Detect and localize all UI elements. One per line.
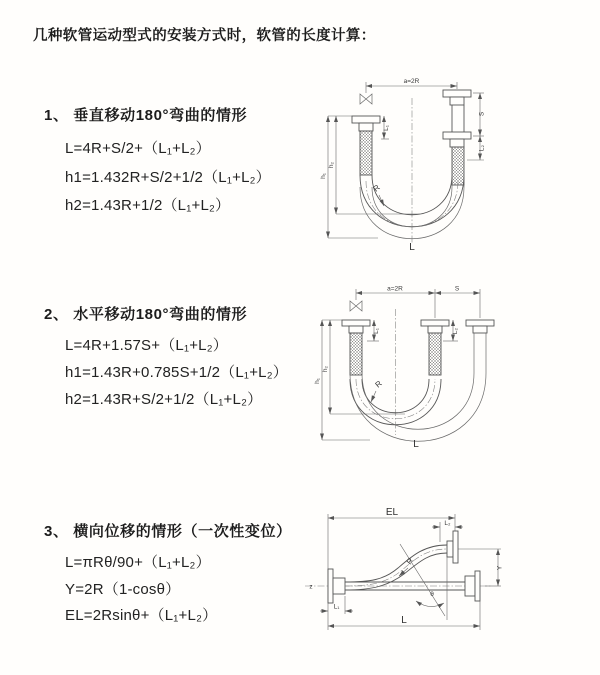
- braided-hose: [360, 131, 372, 175]
- section-1-formula-h1: h1=1.432R+S/2+1/2（L₁+L₂）: [65, 169, 271, 186]
- d2-label-l1: L₁: [373, 328, 380, 334]
- braided-hose: [429, 333, 441, 375]
- d2-label-h2: h₂: [322, 365, 329, 373]
- d3-label-el: EL: [385, 507, 399, 518]
- d1-label-l: L: [409, 242, 415, 253]
- d1-label-a2r: a=2R: [403, 78, 420, 85]
- d1-left-fitting: [352, 116, 380, 175]
- section-3-formula-L: L=πRθ/90+（L₁+L₂）: [65, 554, 211, 571]
- d2-label-r: R: [373, 378, 384, 390]
- d3-centerline-mark: z: [309, 583, 313, 591]
- d3-label-l: L: [401, 615, 407, 626]
- d1-label-h1: h₁: [320, 173, 327, 179]
- diagram-vertical-180-bend: [320, 70, 492, 254]
- d2-label-l2: L₂: [452, 327, 459, 335]
- d3-label-l2: L₂: [444, 520, 451, 527]
- section-2-formula-h1: h1=1.43R+0.785S+1/2（L₁+L₂）: [65, 364, 288, 381]
- section-2-heading: 2、 水平移动180°弯曲的情形: [44, 306, 248, 323]
- d1-right-fitting: [443, 90, 471, 185]
- section-1-formula-L: L=4R+S/2+（L₁+L₂）: [65, 140, 211, 157]
- d1-label-l1: L₁: [383, 125, 390, 131]
- d2-shifted-fitting: [466, 320, 494, 373]
- section-3-heading: 3、 横向位移的情形（一次性变位）: [44, 523, 292, 540]
- braided-hose: [350, 333, 362, 375]
- section-2-formula-L: L=4R+1.57S+（L₁+L₂）: [65, 337, 228, 354]
- d2-label-a2r: a=2R: [387, 285, 403, 293]
- diagram-lateral-displacement: [298, 502, 600, 650]
- d3-label-theta: θ: [430, 591, 434, 598]
- d2-hose-bends: [350, 373, 486, 441]
- d3-label-l1: L₁: [333, 603, 340, 611]
- section-2-formula-h2: h2=1.43R+S/2+1/2（L₁+L₂）: [65, 391, 263, 408]
- d3-dimensions: [320, 507, 504, 630]
- d2-label-s: S: [454, 285, 460, 293]
- d1-radius-leader: [379, 195, 384, 206]
- section-3-formula-Y: Y=2R（1-cosθ）: [65, 581, 181, 598]
- d1-label-r: R: [371, 182, 382, 194]
- page-title: 几种软管运动型式的安装方式时，软管的长度计算：: [33, 28, 376, 44]
- d3-displaced-flange: [447, 531, 458, 563]
- d2-radius-leader: [371, 391, 376, 402]
- d2-label-l: L: [413, 439, 419, 450]
- d2-middle-fitting: [421, 320, 449, 375]
- diagram-horizontal-180-bend: [315, 283, 495, 451]
- d3-left-flange: [328, 569, 345, 603]
- section-1-formula-h2: h2=1.43R+1/2（L₁+L₂）: [65, 197, 231, 214]
- braided-hose: [452, 147, 464, 185]
- d1-label-s: S: [478, 111, 486, 117]
- d1-label-h2: h₂: [328, 161, 335, 169]
- section-1-heading: 1、 垂直移动180°弯曲的情形: [44, 107, 248, 124]
- d2-left-fitting: [342, 320, 370, 375]
- section-3-formula-EL: EL=2Rsinθ+（L₁+L₂）: [65, 607, 218, 624]
- d3-label-y: Y: [496, 565, 504, 571]
- d2-label-h1: h₁: [314, 378, 321, 384]
- valve-icon: [360, 94, 372, 104]
- d3-hose-s-curve: [345, 545, 447, 590]
- valve-icon: [350, 301, 362, 311]
- d3-label-r: R: [404, 556, 416, 567]
- d1-label-l2: L₂: [478, 144, 486, 152]
